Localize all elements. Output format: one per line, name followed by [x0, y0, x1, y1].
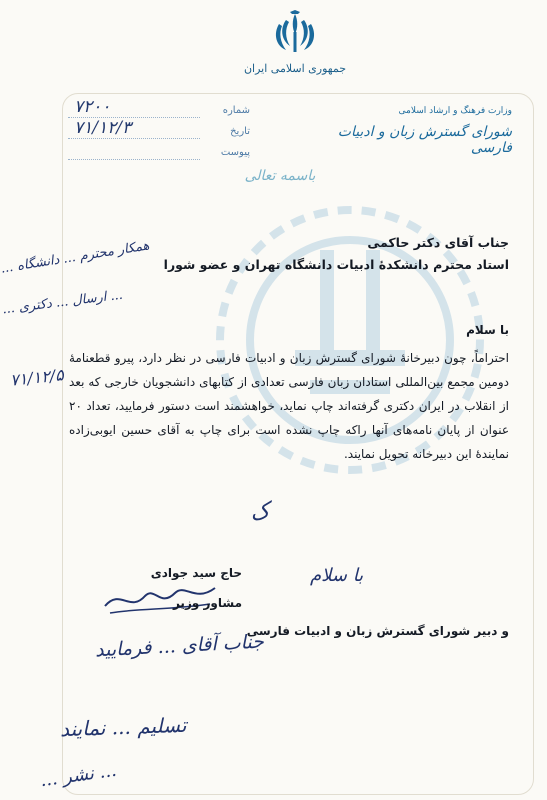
attachment-row [68, 145, 258, 166]
handwritten-note-2: جناب آقای ... فرمایید [94, 630, 265, 662]
signatory-title-2: و دبیر شورای گسترش زبان و ادبیات فارسی [246, 624, 509, 638]
date-value: ۷۱/۱۲/۳ [74, 118, 132, 138]
letter-metadata [68, 97, 258, 173]
signatory-name: حاج سید جوادی [150, 566, 242, 580]
number-label: شماره [222, 105, 250, 116]
number-value: ۷۲۰۰ [74, 97, 111, 117]
invocation: باسمه تعالی [244, 168, 316, 184]
margin-note-1: همکار محترم ... دانشگاه ... [0, 238, 151, 277]
iran-emblem-icon [272, 10, 318, 58]
signatory-title: مشاور وزیر [172, 596, 242, 610]
margin-note-2: ... ارسال ... دکتری ... [1, 287, 124, 318]
handwritten-note-4: ... نشر ... [38, 759, 118, 792]
council-name: شورای گسترش زبان و ادبیات فارسی [337, 124, 512, 156]
ministry-name: وزارت فرهنگ و ارشاد اسلامی [398, 106, 512, 116]
handwritten-note-3: تسلیم ... نمایند [59, 712, 187, 742]
handwritten-note-1: با سلام [310, 565, 364, 586]
margin-date: ۷۱/۱۲/۵ [9, 365, 65, 390]
recipient-name: جناب آقای دکتر حاکمی [367, 235, 509, 250]
recipient-title: استاد محترم دانشکدهٔ ادبیات دانشگاه تهران و عضو شورا [163, 257, 509, 272]
attachment-label: پیوست [220, 147, 250, 158]
date-label: تاریخ [230, 126, 250, 137]
emblem-caption: جمهوری اسلامی ایران [243, 62, 347, 75]
ministry-letterhead [332, 106, 512, 156]
date-row [68, 118, 258, 145]
greeting: با سلام [466, 323, 509, 337]
letter-body: احتراماً، چون دبیرخانهٔ شورای گسترش زبان و ادبیات فارسی در نظر دارد، پیرو قطعنامهٔ دومین مجمع بین‌المللی استادان زبان فارسی تعدادی از کتابهای دانشجویان خارجی که بعد از انقلاب در ایران دکتری گرفته‌اند چاپ نماید، خواهشمند است دستور فرمایید، تعداد ۲۰ عنوان از پایان نامه‌های آنها راکه چاپ نشده است برای چاپ به آقای حسین ایوبی‌زاده نمایندهٔ این دبیرخانه تحویل نمایند. [69, 351, 509, 461]
approval-mark: ک [247, 498, 272, 527]
